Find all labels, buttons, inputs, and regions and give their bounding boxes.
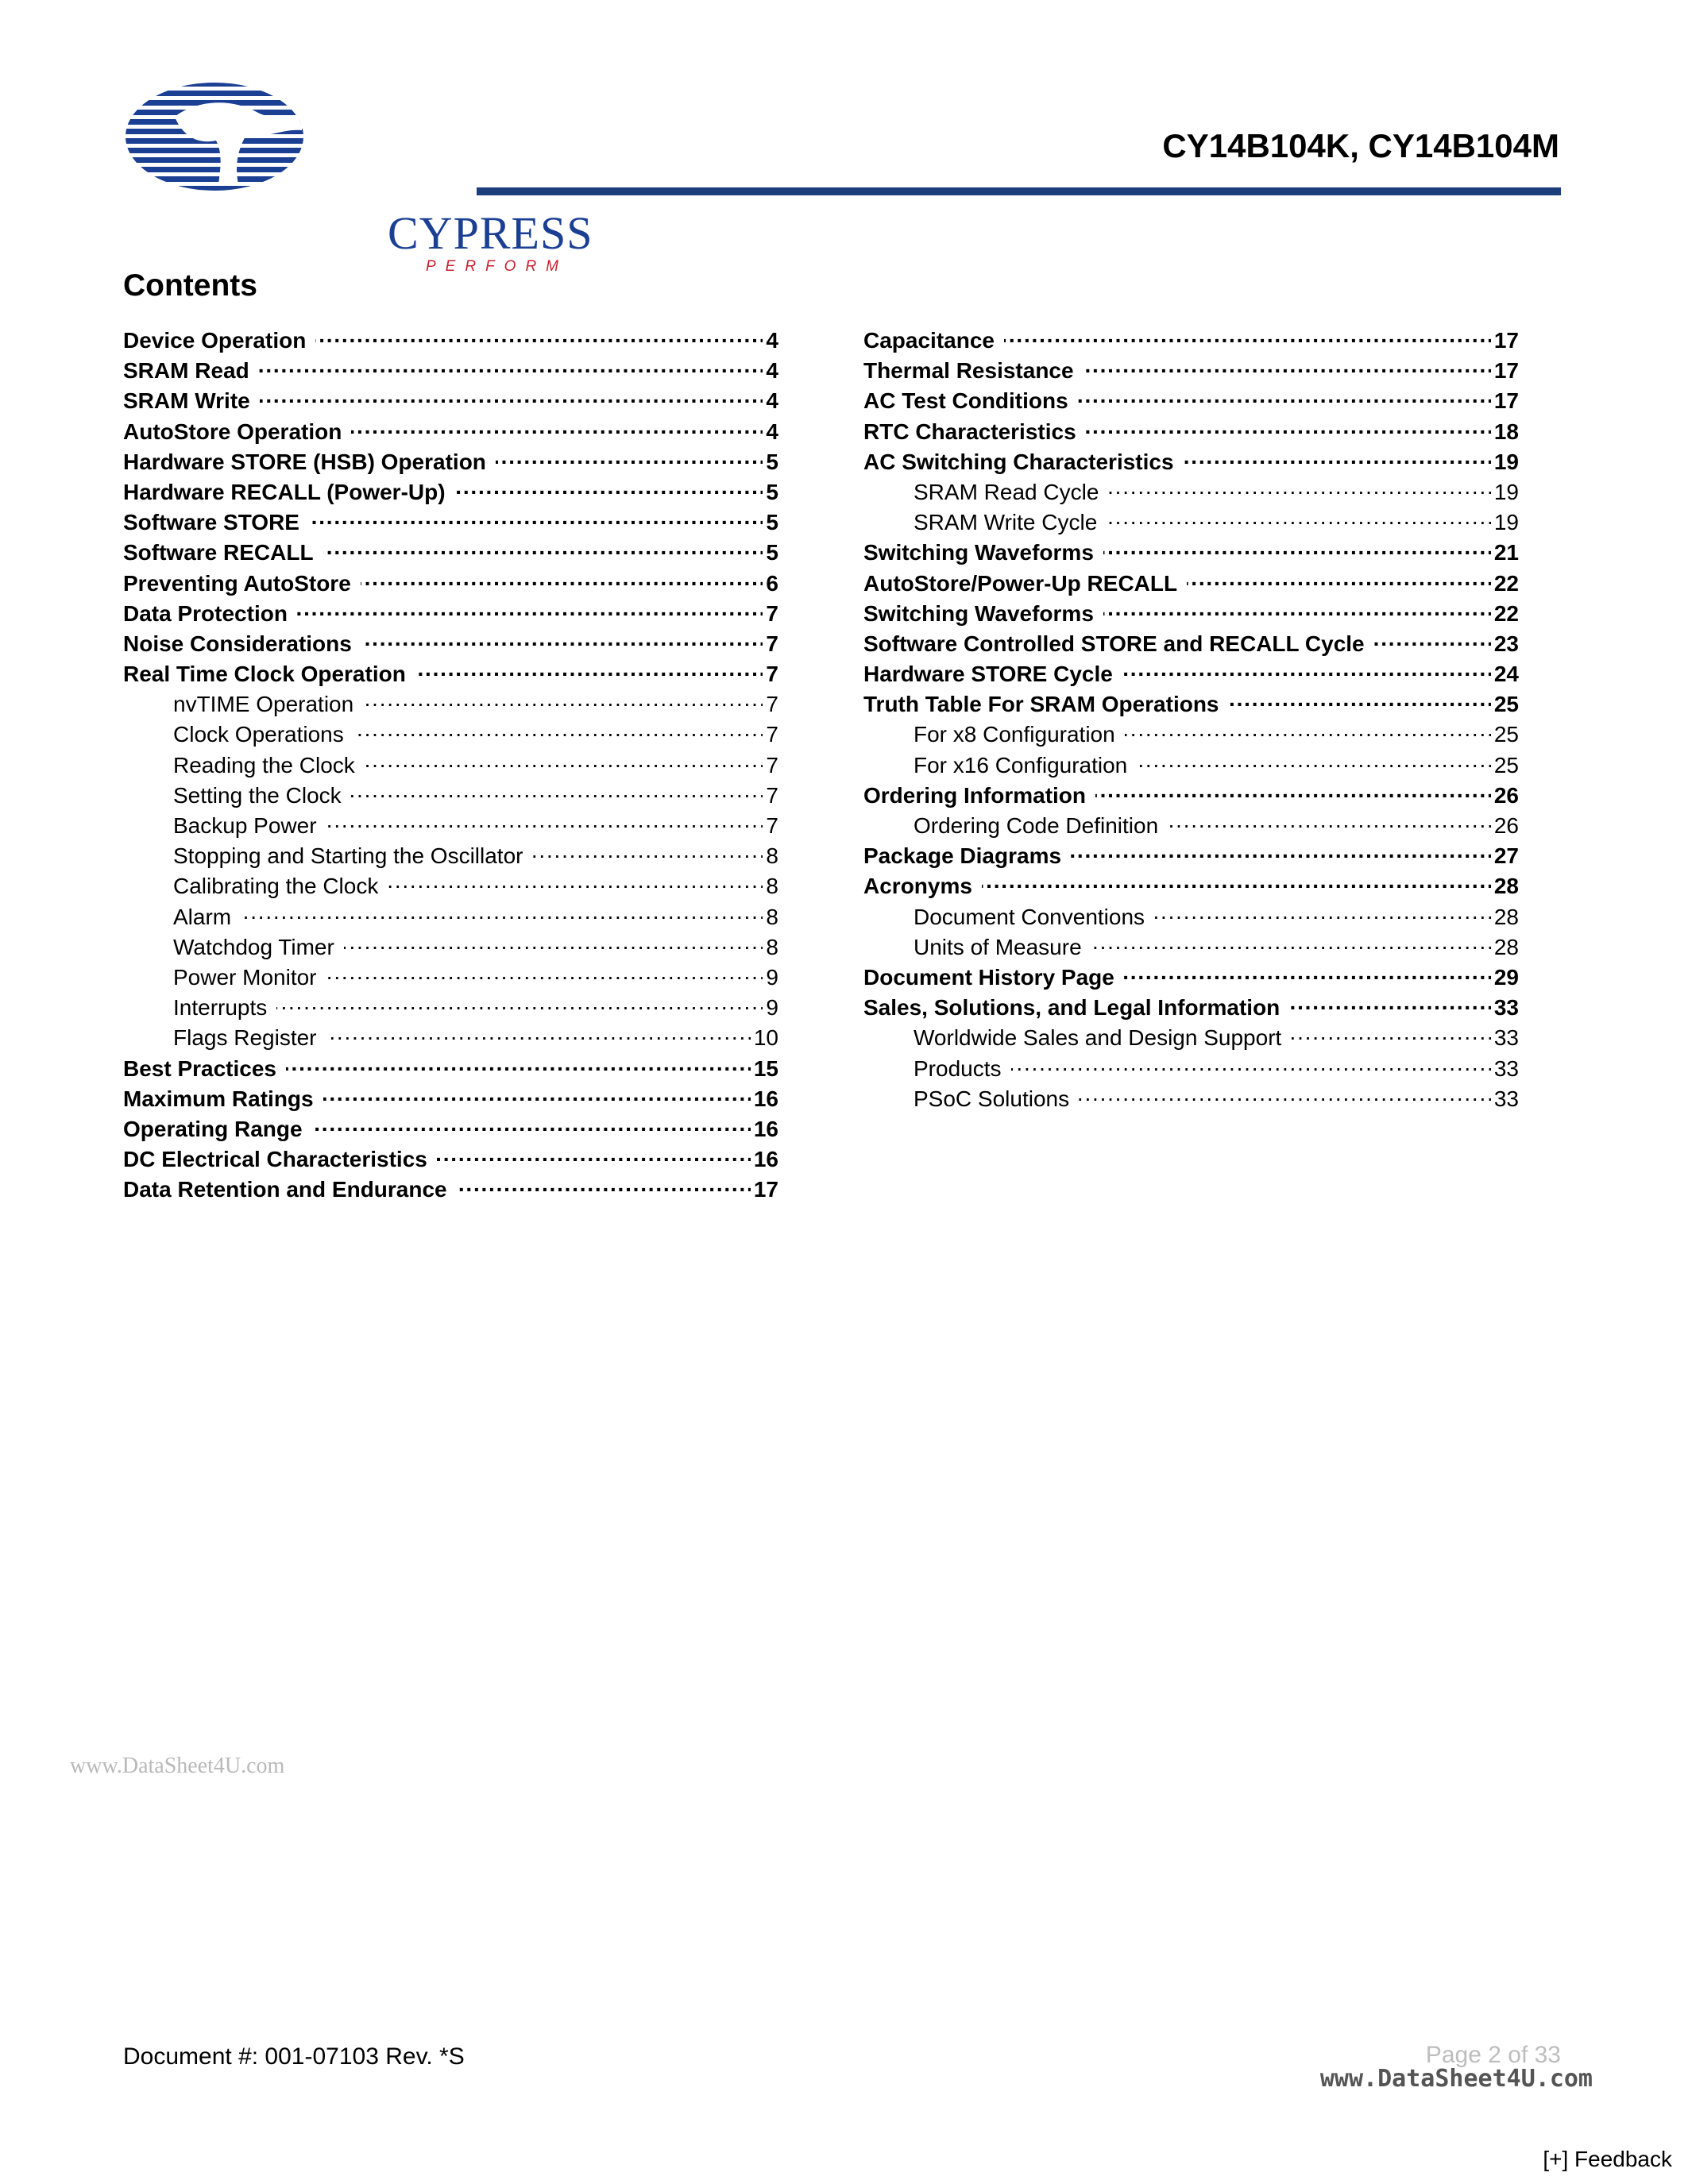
toc-entry[interactable]	[123, 932, 778, 963]
toc-entry-title: Products	[914, 1055, 1002, 1081]
toc-entry-page: 8	[766, 843, 778, 869]
toc-entry-title: Alarm	[173, 904, 232, 929]
toc-leader-dots	[326, 811, 763, 833]
logo-wordmark: CYPRESS	[388, 207, 593, 259]
toc-entry-title: Best Practices	[123, 1055, 277, 1081]
toc-entry[interactable]	[863, 599, 1519, 629]
toc-entry-title: Units of Measure	[914, 934, 1082, 959]
toc-entry[interactable]	[863, 447, 1519, 477]
toc-entry-page: 7	[766, 722, 778, 747]
toc-leader-dots	[1184, 447, 1491, 469]
toc-entry-page: 23	[1493, 631, 1519, 656]
toc-entry[interactable]	[863, 1084, 1519, 1114]
toc-entry-page: 25	[1493, 722, 1519, 747]
toc-entry[interactable]	[863, 386, 1519, 416]
toc-entry-page: 21	[1493, 540, 1519, 565]
toc-entry-title: Document History Page	[863, 964, 1114, 990]
toc-entry-title: Real Time Clock Operation	[123, 662, 406, 687]
toc-entry-page: 9	[766, 995, 778, 1021]
toc-leader-dots	[1122, 659, 1491, 681]
toc-entry[interactable]	[863, 751, 1519, 781]
toc-entry-title: PSoC Solutions	[914, 1086, 1070, 1111]
toc-entry-title: Setting the Clock	[173, 782, 342, 808]
toc-entry-page: 16	[753, 1147, 778, 1172]
toc-entry[interactable]	[123, 781, 778, 811]
toc-entry[interactable]	[123, 326, 778, 356]
toc-leader-dots	[276, 993, 763, 1015]
toc-entry-page: 17	[1493, 358, 1519, 384]
toc-entry-title: SRAM Read	[123, 358, 249, 384]
toc-leader-dots	[1079, 1084, 1491, 1106]
toc-entry[interactable]	[123, 629, 778, 659]
toc-leader-dots	[1229, 689, 1491, 712]
toc-leader-dots	[353, 720, 763, 742]
toc-leader-dots	[323, 1084, 751, 1106]
toc-entry[interactable]	[123, 477, 778, 507]
toc-leader-dots	[1107, 507, 1491, 530]
toc-entry-title: Software RECALL	[123, 540, 314, 565]
toc-leader-dots	[1289, 993, 1491, 1015]
toc-entry-title: Preventing AutoStore	[123, 570, 351, 596]
toc-leader-dots	[315, 326, 763, 348]
toc-entry-title: Interrupts	[173, 995, 268, 1021]
toc-leader-dots	[1137, 751, 1491, 773]
toc-entry[interactable]	[123, 417, 778, 447]
toc-leader-dots	[1095, 781, 1491, 803]
toc-entry-page: 27	[1493, 843, 1519, 869]
toc-entry-title: AC Switching Characteristics	[863, 449, 1174, 474]
toc-entry-page: 26	[1493, 813, 1519, 838]
toc-entry[interactable]	[123, 841, 778, 871]
toc-entry-title: SRAM Read Cycle	[914, 479, 1099, 504]
toc-entry[interactable]	[123, 751, 778, 781]
toc-entry-title: Ordering Code Definition	[914, 813, 1159, 838]
toc-entry-page: 19	[1493, 449, 1519, 474]
toc-entry-title: Reading the Clock	[173, 752, 355, 778]
toc-leader-dots	[532, 841, 763, 863]
toc-leader-dots	[351, 781, 763, 803]
toc-entry-page: 7	[766, 692, 778, 717]
toc-entry-title: Flags Register	[173, 1025, 317, 1051]
toc-entry-page: 26	[1493, 782, 1519, 808]
toc-entry-page: 9	[766, 964, 778, 990]
toc-entry-page: 28	[1493, 874, 1519, 899]
toc-entry[interactable]	[123, 720, 778, 750]
toc-entry-page: 4	[766, 328, 778, 353]
toc-entry-page: 7	[766, 813, 778, 838]
toc-entry[interactable]	[123, 599, 778, 629]
toc-leader-dots	[1103, 599, 1491, 621]
toc-entry[interactable]	[123, 356, 778, 386]
toc-leader-dots	[1124, 963, 1491, 985]
toc-leader-dots	[1374, 629, 1491, 651]
toc-leader-dots	[457, 1175, 751, 1197]
toc-entry[interactable]	[863, 689, 1519, 720]
toc-entry[interactable]	[863, 902, 1519, 932]
toc-leader-dots	[1083, 356, 1491, 378]
toc-leader-dots	[437, 1144, 751, 1167]
toc-entry[interactable]	[123, 1114, 778, 1144]
toc-entry-title: AC Test Conditions	[863, 388, 1068, 414]
toc-entry-title: Ordering Information	[863, 782, 1086, 808]
toc-entry-title: Maximum Ratings	[123, 1086, 314, 1111]
cypress-logo	[119, 73, 593, 275]
toc-entry-page: 8	[766, 934, 778, 959]
toc-leader-dots	[363, 689, 763, 712]
document-title: CY14B104K, CY14B104M	[1162, 127, 1559, 164]
toc-leader-dots	[361, 629, 763, 651]
toc-leader-dots	[297, 599, 763, 621]
toc-entry[interactable]	[123, 1144, 778, 1175]
toc-entry-page: 15	[753, 1055, 778, 1081]
toc-entry-page: 17	[1493, 388, 1519, 414]
toc-entry-page: 8	[766, 874, 778, 899]
toc-entry[interactable]	[863, 993, 1519, 1023]
toc-entry-title: Worldwide Sales and Design Support	[914, 1025, 1282, 1051]
toc-entry-title: Data Protection	[123, 600, 288, 626]
toc-entry-page: 25	[1493, 752, 1519, 778]
toc-entry[interactable]	[863, 811, 1519, 841]
logo-tagline: PERFORM	[426, 258, 568, 275]
toc-entry-title: Hardware RECALL (Power-Up)	[123, 479, 446, 504]
toc-entry-page: 10	[753, 1025, 778, 1051]
toc-entry-page: 7	[766, 752, 778, 778]
toc-entry-page: 7	[766, 662, 778, 687]
toc-entry-page: 5	[766, 449, 778, 474]
toc-leader-dots	[1125, 720, 1491, 742]
toc-entry[interactable]	[863, 569, 1519, 599]
toc-entry-title: Capacitance	[863, 328, 995, 353]
cypress-globe-icon	[119, 73, 342, 208]
toc-entry[interactable]	[863, 1054, 1519, 1084]
toc-leader-dots	[1091, 932, 1491, 955]
toc-entry-title: RTC Characteristics	[863, 419, 1076, 444]
toc-entry-page: 7	[766, 631, 778, 656]
toc-entry-page: 7	[766, 782, 778, 808]
page-indicator: Page 2 of 33	[1425, 2042, 1561, 2068]
toc-entry-title: Power Monitor	[173, 964, 317, 990]
toc-entry-page: 22	[1493, 570, 1519, 596]
toc-entry[interactable]	[123, 871, 778, 901]
toc-entry[interactable]	[863, 841, 1519, 871]
toc-entry[interactable]	[123, 963, 778, 993]
toc-entry-title: Hardware STORE (HSB) Operation	[123, 449, 486, 474]
toc-entry[interactable]	[863, 720, 1519, 750]
feedback-link[interactable]: [+] Feedback	[1543, 2147, 1672, 2171]
toc-entry-title: SRAM Write Cycle	[914, 510, 1098, 535]
toc-entry-page: 33	[1493, 1086, 1519, 1111]
toc-leader-dots	[326, 963, 763, 985]
toc-entry-title: Package Diagrams	[863, 843, 1062, 869]
toc-leader-dots	[323, 538, 763, 560]
document-number: Document #: 001-07103 Rev. *S	[123, 2043, 465, 2070]
toc-leader-dots	[344, 932, 763, 955]
toc-entry-title: SRAM Write	[123, 388, 250, 414]
toc-entry-page: 8	[766, 904, 778, 929]
toc-entry-title: Truth Table For SRAM Operations	[863, 692, 1219, 717]
toc-right-column	[863, 326, 1519, 1114]
toc-entry[interactable]	[863, 356, 1519, 386]
toc-entry[interactable]	[123, 1054, 778, 1084]
toc-leader-dots	[259, 356, 763, 378]
toc-entry-title: Data Retention and Endurance	[123, 1177, 447, 1202]
toc-entry[interactable]	[123, 507, 778, 538]
contents-heading: Contents	[123, 268, 257, 303]
toc-entry-title: Clock Operations	[173, 722, 344, 747]
toc-entry-title: Calibrating the Clock	[173, 874, 379, 899]
toc-leader-dots	[388, 871, 763, 893]
toc-entry[interactable]	[123, 993, 778, 1023]
toc-entry[interactable]	[123, 386, 778, 416]
toc-entry-page: 19	[1493, 479, 1519, 504]
toc-leader-dots	[496, 447, 763, 469]
toc-entry-page: 18	[1493, 419, 1519, 444]
toc-entry-page: 24	[1493, 662, 1519, 687]
toc-entry-page: 33	[1493, 995, 1519, 1021]
toc-leader-dots	[351, 417, 763, 439]
toc-entry-page: 7	[766, 600, 778, 626]
toc-entry-title: Software Controlled STORE and RECALL Cycle	[863, 631, 1365, 656]
watermark-text: www.DataSheet4U.com	[70, 1754, 285, 1778]
toc-entry-title: AutoStore Operation	[123, 419, 342, 444]
toc-leader-dots	[260, 386, 763, 408]
toc-leader-dots	[326, 1023, 751, 1045]
toc-entry[interactable]	[123, 447, 778, 477]
toc-left-column	[123, 326, 778, 1205]
toc-entry-page: 33	[1493, 1025, 1519, 1051]
toc-entry-title: Acronyms	[863, 874, 972, 899]
toc-entry-page: 5	[766, 510, 778, 535]
toc-entry[interactable]	[863, 477, 1519, 507]
toc-entry-page: 19	[1493, 510, 1519, 535]
toc-entry[interactable]	[123, 902, 778, 932]
toc-entry-title: Thermal Resistance	[863, 358, 1074, 384]
toc-leader-dots	[309, 507, 763, 530]
toc-leader-dots	[1011, 1054, 1491, 1076]
toc-entry-title: Hardware STORE Cycle	[863, 662, 1113, 687]
toc-entry[interactable]	[863, 326, 1519, 356]
toc-entry[interactable]	[123, 659, 778, 689]
toc-entry[interactable]	[863, 629, 1519, 659]
toc-entry-title: Backup Power	[173, 813, 317, 838]
toc-entry[interactable]	[863, 781, 1519, 811]
toc-leader-dots	[1187, 569, 1491, 591]
toc-leader-dots	[1004, 326, 1491, 348]
toc-entry-page: 4	[766, 419, 778, 444]
toc-entry[interactable]	[863, 963, 1519, 993]
toc-leader-dots	[415, 659, 763, 681]
toc-leader-dots	[1291, 1023, 1491, 1045]
toc-entry-title: Document Conventions	[914, 904, 1145, 929]
toc-entry[interactable]	[123, 1175, 778, 1205]
toc-entry-title: Operating Range	[123, 1116, 303, 1141]
toc-entry-page: 5	[766, 540, 778, 565]
toc-entry-title: Switching Waveforms	[863, 540, 1094, 565]
toc-entry-title: For x8 Configuration	[914, 722, 1115, 747]
toc-entry-title: Sales, Solutions, and Legal Information	[863, 995, 1280, 1021]
toc-entry-page: 17	[1493, 328, 1519, 353]
toc-entry[interactable]	[863, 417, 1519, 447]
toc-leader-dots	[1154, 902, 1491, 924]
toc-entry[interactable]	[123, 1023, 778, 1053]
toc-leader-dots	[1071, 841, 1491, 863]
toc-entry-page: 5	[766, 479, 778, 504]
toc-entry[interactable]	[123, 689, 778, 720]
toc-entry-title: DC Electrical Characteristics	[123, 1147, 427, 1172]
toc-entry-page: 25	[1493, 692, 1519, 717]
toc-entry[interactable]	[863, 659, 1519, 689]
toc-entry-title: For x16 Configuration	[914, 752, 1128, 778]
toc-entry[interactable]	[123, 811, 778, 841]
toc-entry-title: Software STORE	[123, 510, 299, 535]
toc-entry-title: Stopping and Starting the Oscillator	[173, 843, 523, 869]
toc-entry-title: nvTIME Operation	[173, 692, 354, 717]
toc-entry-page: 17	[753, 1177, 778, 1202]
toc-leader-dots	[241, 902, 763, 924]
toc-leader-dots	[455, 477, 763, 500]
toc-leader-dots	[1108, 477, 1490, 500]
toc-entry-title: Device Operation	[123, 328, 307, 353]
footer-watermark: www.DataSheet4U.com	[1319, 2065, 1593, 2093]
toc-entry[interactable]	[863, 538, 1519, 568]
toc-entry-page: 28	[1493, 904, 1519, 929]
toc-entry-title: Noise Considerations	[123, 631, 352, 656]
toc-leader-dots	[1078, 386, 1491, 408]
toc-entry[interactable]	[863, 871, 1519, 901]
toc-entry[interactable]	[863, 507, 1519, 538]
toc-leader-dots	[982, 871, 1491, 893]
toc-leader-dots	[1103, 538, 1491, 560]
toc-leader-dots	[365, 751, 763, 773]
header-rule	[477, 187, 1561, 195]
toc-leader-dots	[1086, 417, 1491, 439]
toc-leader-dots	[361, 569, 763, 591]
toc-leader-dots	[1168, 811, 1491, 833]
toc-entry[interactable]	[863, 1023, 1519, 1053]
toc-entry-title: Switching Waveforms	[863, 600, 1094, 626]
toc-entry-page: 33	[1493, 1055, 1519, 1081]
toc-entry[interactable]	[123, 1084, 778, 1114]
toc-entry-page: 16	[753, 1116, 778, 1141]
toc-entry-page: 28	[1493, 934, 1519, 959]
toc-entry-page: 22	[1493, 600, 1519, 626]
toc-entry-page: 16	[753, 1086, 778, 1111]
toc-leader-dots	[286, 1054, 751, 1076]
toc-entry-page: 29	[1493, 964, 1519, 990]
toc-leader-dots	[312, 1114, 751, 1136]
toc-entry[interactable]	[123, 569, 778, 599]
toc-entry-page: 4	[766, 358, 778, 384]
toc-entry-title: AutoStore/Power-Up RECALL	[863, 570, 1178, 596]
toc-entry[interactable]	[123, 538, 778, 568]
toc-entry-title: Watchdog Timer	[173, 934, 334, 959]
toc-entry-page: 6	[766, 570, 778, 596]
toc-entry[interactable]	[863, 932, 1519, 963]
toc-entry-page: 4	[766, 388, 778, 414]
